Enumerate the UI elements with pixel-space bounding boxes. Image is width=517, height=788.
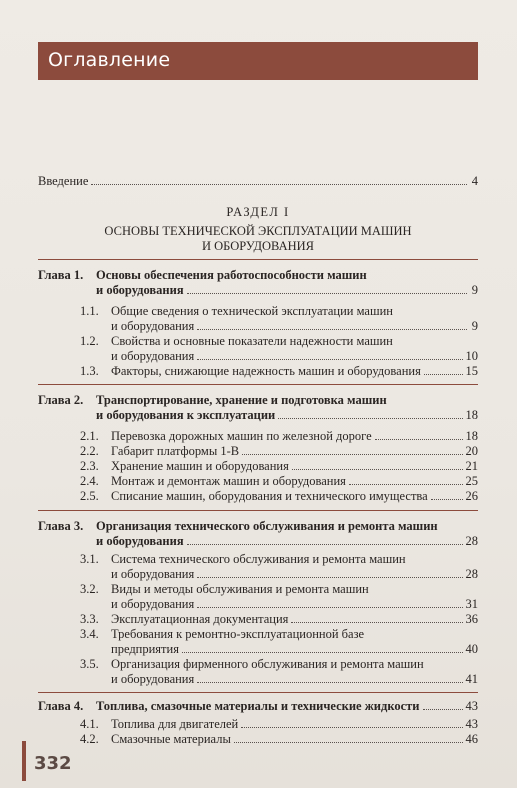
toc-entry-chapter-2[interactable] bbox=[96, 408, 478, 422]
toc-entry-chapter-3[interactable] bbox=[96, 534, 478, 548]
chapter-divider bbox=[38, 384, 478, 385]
item-1-3-page: 15 bbox=[465, 364, 478, 378]
leader-dots bbox=[424, 365, 463, 375]
item-3-5-num: 3.5. bbox=[80, 657, 99, 671]
toc-entry-1-1[interactable] bbox=[111, 319, 478, 333]
leader-dots bbox=[234, 733, 463, 743]
item-1-3-line1: Факторы, снижающие надежность машин и оборудования bbox=[111, 364, 421, 378]
page-number: 332 bbox=[34, 753, 72, 774]
item-2-5-num: 2.5. bbox=[80, 489, 99, 503]
item-3-3-page: 36 bbox=[465, 612, 478, 626]
item-1-3-num: 1.3. bbox=[80, 364, 99, 378]
item-2-4-line1: Монтаж и демонтаж машин и оборудования bbox=[111, 474, 346, 488]
toc-entry-3-5[interactable] bbox=[111, 672, 478, 686]
toc-entry-3-3[interactable] bbox=[111, 612, 478, 626]
item-3-4-line1: Требования к ремонтно-эксплуатационной базе bbox=[111, 627, 365, 641]
leader-dots bbox=[291, 613, 462, 623]
toc-entry-2-4[interactable] bbox=[111, 474, 478, 488]
chapter-4-title-line1: Топлива, смазочные материалы и технические жидкости bbox=[96, 699, 420, 713]
item-1-1-page: 9 bbox=[471, 319, 478, 333]
leader-dots bbox=[349, 475, 463, 485]
toc-entry-4-1[interactable] bbox=[111, 717, 478, 731]
section-divider bbox=[38, 259, 478, 260]
item-3-5-line1: Организация фирменного обслуживания и ремонта машин bbox=[111, 657, 424, 671]
item-4-1-page: 43 bbox=[465, 717, 478, 731]
item-2-2-line1: Габарит платформы 1-В bbox=[111, 444, 240, 458]
toc-entry-chapter-1[interactable] bbox=[96, 283, 478, 297]
leader-dots bbox=[242, 445, 462, 455]
toc-entry-2-5[interactable] bbox=[111, 489, 478, 503]
chapter-1-num: Глава 1. bbox=[38, 268, 84, 282]
toc-entry-3-2[interactable] bbox=[111, 597, 478, 611]
item-1-2-num: 1.2. bbox=[80, 334, 99, 348]
toc-entry-1-2[interactable] bbox=[111, 349, 478, 363]
item-1-1-num: 1.1. bbox=[80, 304, 99, 318]
leader-dots bbox=[197, 568, 462, 578]
item-4-2-line1: Смазочные материалы bbox=[111, 732, 231, 746]
leader-dots bbox=[187, 535, 463, 545]
toc-entry-page: 4 bbox=[471, 174, 478, 188]
item-2-5-line1: Списание машин, оборудования и технического имущества bbox=[111, 489, 428, 503]
item-2-3-num: 2.3. bbox=[80, 459, 99, 473]
chapter-2-title-line1: Транспортирование, хранение и подготовка машин bbox=[96, 393, 387, 407]
chapter-3-title-line2: и оборудования bbox=[96, 534, 184, 548]
item-3-1-page: 28 bbox=[465, 567, 478, 581]
page-number-accent-bar bbox=[22, 741, 26, 781]
item-3-5-line2: и оборудования bbox=[111, 672, 195, 686]
item-3-1-line1: Система технического обслуживания и ремонта машин bbox=[111, 552, 406, 566]
chapter-3-num: Глава 3. bbox=[38, 519, 84, 533]
item-3-2-page: 31 bbox=[465, 597, 478, 611]
chapter-divider bbox=[38, 510, 478, 511]
item-3-4-page: 40 bbox=[465, 642, 478, 656]
item-2-1-num: 2.1. bbox=[80, 429, 99, 443]
leader-dots bbox=[91, 175, 467, 185]
item-2-3-page: 21 bbox=[465, 459, 478, 473]
chapter-2-title-line2: и оборудования к эксплуатации bbox=[96, 408, 276, 422]
chapter-1-title-line2: и оборудования bbox=[96, 283, 184, 297]
item-1-1-line1: Общие сведения о технической эксплуатации машин bbox=[111, 304, 393, 318]
item-3-3-line1: Эксплуатационная документация bbox=[111, 612, 289, 626]
item-3-3-num: 3.3. bbox=[80, 612, 99, 626]
item-4-1-num: 4.1. bbox=[80, 717, 99, 731]
leader-dots bbox=[431, 490, 463, 500]
toc-entry-2-1[interactable] bbox=[111, 429, 478, 443]
item-4-2-page: 46 bbox=[465, 732, 478, 746]
leader-dots bbox=[423, 700, 463, 710]
leader-dots bbox=[182, 643, 463, 653]
leader-dots bbox=[241, 718, 462, 728]
item-2-1-line1: Перевозка дорожных машин по железной дороге bbox=[111, 429, 372, 443]
item-3-5-page: 41 bbox=[465, 672, 478, 686]
chapter-1-title-line1: Основы обеспечения работоспособности машин bbox=[96, 268, 367, 282]
toc-entry-1-3[interactable] bbox=[111, 364, 478, 378]
item-2-1-page: 18 bbox=[465, 429, 478, 443]
leader-dots bbox=[197, 598, 462, 608]
item-2-4-page: 25 bbox=[465, 474, 478, 488]
item-4-1-line1: Топлива для двигателей bbox=[111, 717, 239, 731]
item-3-1-line2: и оборудования bbox=[111, 567, 195, 581]
item-1-2-page: 10 bbox=[465, 349, 478, 363]
chapter-4-num: Глава 4. bbox=[38, 699, 84, 713]
item-2-2-num: 2.2. bbox=[80, 444, 99, 458]
item-3-2-num: 3.2. bbox=[80, 582, 99, 596]
toc-entry-intro[interactable] bbox=[38, 174, 478, 188]
leader-dots bbox=[197, 320, 467, 330]
item-4-2-num: 4.2. bbox=[80, 732, 99, 746]
item-3-4-num: 3.4. bbox=[80, 627, 99, 641]
item-3-4-line2: предприятия bbox=[111, 642, 179, 656]
item-2-5-page: 26 bbox=[465, 489, 478, 503]
chapter-3-page: 28 bbox=[465, 534, 478, 548]
section-subtitle-line2: И ОБОРУДОВАНИЯ bbox=[201, 239, 315, 253]
toc-entry-3-4[interactable] bbox=[111, 642, 478, 656]
chapter-4-page: 43 bbox=[465, 699, 478, 713]
leader-dots bbox=[197, 673, 462, 683]
chapter-divider bbox=[38, 692, 478, 693]
chapter-3-title-line1: Организация технического обслуживания и ремонта машин bbox=[96, 519, 438, 533]
toc-entry-3-1[interactable] bbox=[111, 567, 478, 581]
item-2-2-page: 20 bbox=[465, 444, 478, 458]
section-subtitle-line1: ОСНОВЫ ТЕХНИЧЕСКОЙ ЭКСПЛУАТАЦИИ МАШИН bbox=[104, 224, 412, 238]
chapter-2-page: 18 bbox=[465, 408, 478, 422]
chapter-2-num: Глава 2. bbox=[38, 393, 84, 407]
leader-dots bbox=[278, 409, 462, 419]
chapter-1-page: 9 bbox=[471, 283, 478, 297]
leader-dots bbox=[187, 284, 467, 294]
toc-entry-label: Введение bbox=[38, 174, 89, 188]
item-2-4-num: 2.4. bbox=[80, 474, 99, 488]
toc-entry-4-2[interactable] bbox=[111, 732, 478, 746]
toc-entry-2-2[interactable] bbox=[111, 444, 478, 458]
item-1-1-line2: и оборудования bbox=[111, 319, 195, 333]
item-2-3-line1: Хранение машин и оборудования bbox=[111, 459, 289, 473]
toc-title: Оглавление bbox=[48, 49, 171, 71]
item-1-2-line1: Свойства и основные показатели надежности машин bbox=[111, 334, 393, 348]
leader-dots bbox=[375, 430, 463, 440]
leader-dots bbox=[197, 350, 462, 360]
leader-dots bbox=[292, 460, 463, 470]
item-1-2-line2: и оборудования bbox=[111, 349, 195, 363]
item-3-1-num: 3.1. bbox=[80, 552, 99, 566]
toc-entry-chapter-4[interactable] bbox=[96, 699, 478, 713]
section-heading: РАЗДЕЛ I bbox=[226, 205, 290, 219]
toc-entry-2-3[interactable] bbox=[111, 459, 478, 473]
item-3-2-line2: и оборудования bbox=[111, 597, 195, 611]
item-3-2-line1: Виды и методы обслуживания и ремонта машин bbox=[111, 582, 369, 596]
